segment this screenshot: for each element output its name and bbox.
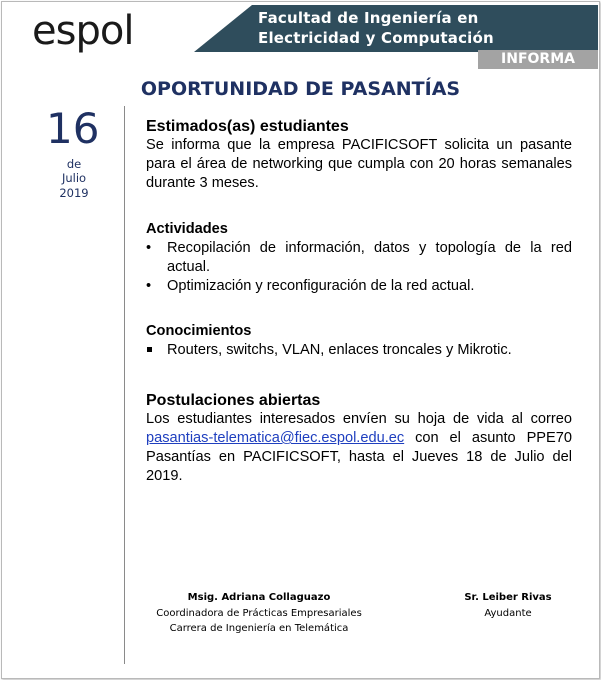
signature-role: Ayudante xyxy=(484,607,532,619)
knowledge-section xyxy=(146,322,572,360)
espol-logo: espol xyxy=(32,8,134,54)
signature-coordinator xyxy=(134,590,384,637)
faculty-line-2: Electricidad y Computación xyxy=(258,29,494,47)
knowledge-list xyxy=(146,341,572,360)
signature-name: Sr. Leiber Rivas xyxy=(464,592,552,603)
activities-list xyxy=(146,239,572,296)
faculty-name xyxy=(258,8,494,48)
applications-body: Los estudiantes interesados envíen su hoja de vida al correo pasantias-telematica@fiec.espol.edu.ec con el asunto PPE70 Pasantías en PACIFICSOFT, hasta el Jueves 18 de Julio del 2019. xyxy=(146,411,572,484)
email-link[interactable]: pasantias-telematica@fiec.espol.edu.ec xyxy=(146,430,405,446)
applications-section xyxy=(146,391,572,486)
knowledge-heading: Conocimientos xyxy=(146,323,252,339)
list-item: • Optimización y reconfiguración de la red actual. xyxy=(146,278,475,294)
intro-heading: Estimados(as) estudiantes xyxy=(146,118,349,135)
vertical-divider xyxy=(124,106,125,664)
applications-heading: Postulaciones abiertas xyxy=(146,392,321,409)
date-day: 16 xyxy=(46,104,100,153)
signature-dept: Carrera de Ingeniería en Telemática xyxy=(169,623,349,634)
signature-assistant xyxy=(456,590,560,621)
date-de: de xyxy=(66,157,82,171)
faculty-line-1: Facultad de Ingeniería en xyxy=(258,9,479,27)
square-bullet-icon xyxy=(147,347,152,352)
activities-section xyxy=(146,220,572,296)
signature-name: Msig. Adriana Collaguazo xyxy=(187,592,331,603)
bullet-icon: • xyxy=(146,278,152,294)
activities-heading: Actividades xyxy=(146,221,228,237)
intro-section xyxy=(146,117,572,193)
bullet-icon: • xyxy=(146,240,152,256)
informa-tag: INFORMA xyxy=(478,50,598,69)
intro-body: Se informa que la empresa PACIFICSOFT solicita un pasante para el área de networking que cumpla con 20 horas semanales durante 3 meses. xyxy=(146,137,572,191)
date-month: Julio xyxy=(61,171,87,185)
list-item: Routers, switchs, VLAN, enlaces troncales y Mikrotic. xyxy=(146,341,572,360)
signature-role: Coordinadora de Prácticas Empresariales xyxy=(156,607,362,619)
list-item: • Recopilación de información, datos y topología de la red actual. xyxy=(146,240,572,275)
date-year: 2019 xyxy=(59,186,89,200)
page-title: OPORTUNIDAD DE PASANTÍAS xyxy=(140,78,461,100)
